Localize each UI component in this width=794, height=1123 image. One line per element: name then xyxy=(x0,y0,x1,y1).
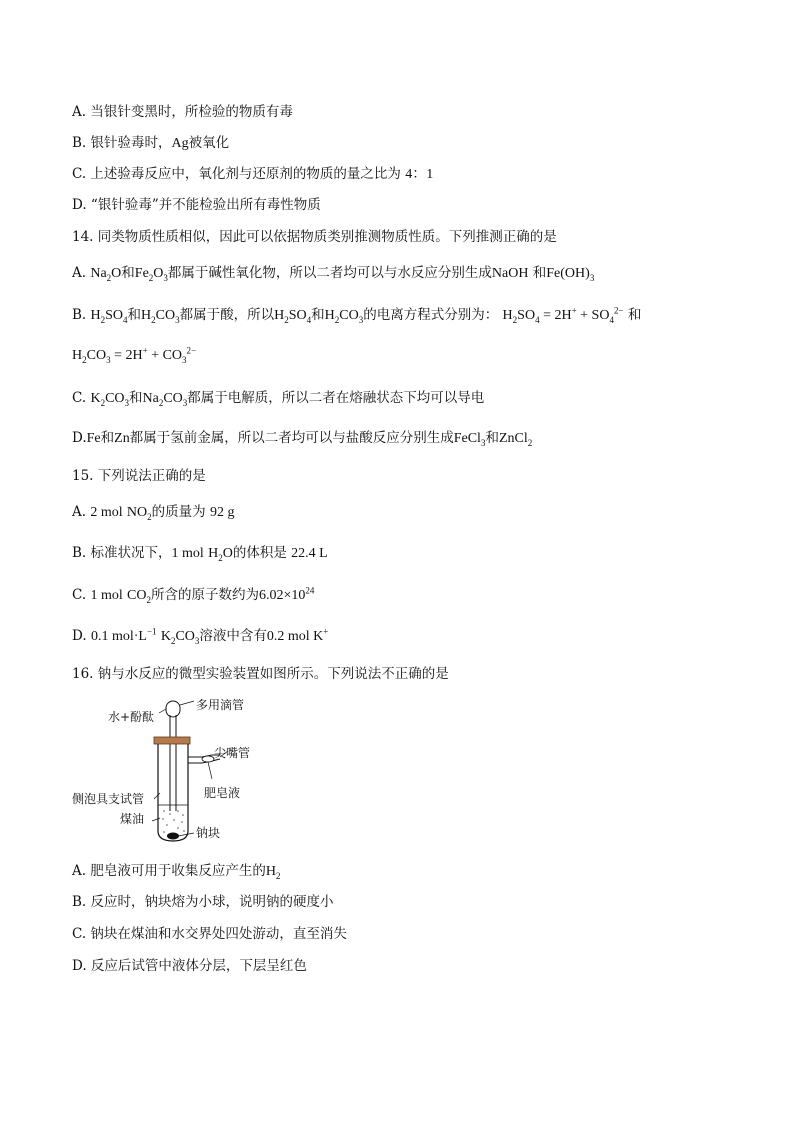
q14-option-b-equation2: $H_2CO_3 = 2H^+ + CO_3^{2-}$ xyxy=(72,345,197,365)
q15-option-b: B. 标准状况下，1 mol $H_2O$的体积是 22.4 L xyxy=(72,545,328,563)
q14-stem: 14. 同类物质性质相似，因此可以依据物质类别推测物质性质。下列推测正确的是 xyxy=(72,229,557,245)
dropper-bulb xyxy=(166,701,180,717)
sodium-water-apparatus-figure xyxy=(72,693,284,848)
label-water-phenolphthalein: 水+酚酞 xyxy=(108,710,155,724)
stopper xyxy=(154,737,190,744)
q14-option-c: C. $K_2CO_3$和$Na_2CO_3$都属于电解质，所以二者在熔融状态下均可以导电 xyxy=(72,390,485,408)
q14-option-d: D.Fe和Zn都属于氢前金属，所以二者均可以与盐酸反应分别生成FeCl$_3$和ZnCl$_2$ xyxy=(72,430,533,448)
q13-option-c: C. 上述验毒反应中，氧化剂与还原剂的物质的量之比为 4：1 xyxy=(72,166,434,182)
label-sodium-block: 钠块 xyxy=(196,826,221,840)
q16-option-d: D. 反应后试管中液体分层，下层呈红色 xyxy=(72,958,307,974)
q15-stem: 15. 下列说法正确的是 xyxy=(72,468,206,484)
side-arm-test-tube xyxy=(158,744,188,841)
sodium-block xyxy=(167,833,179,840)
q14-option-a: A. $Na_2O$和$Fe_2O_3$都属于碱性氧化物，所以二者均可以与水反应分别生成NaOH 和$Fe(OH)_3$ xyxy=(72,265,595,283)
label-side-arm-tube: 侧泡具支试管 xyxy=(72,792,145,806)
q15-option-a: A. 2 mol $NO_2$的质量为 92 g xyxy=(72,504,235,522)
q15-option-c: C. 1 mol $CO_2$所含的原子数约为$6.02\times 10^{24}$ xyxy=(72,585,315,605)
q13-option-b: B. 银针验毒时，Ag被氧化 xyxy=(72,135,230,151)
q14-option-b: B. $H_2SO_4$和$H_2CO_3$都属于酸，所以$H_2SO_4$和$H_2CO_3$的电离方程式分别为： $H_2SO_4 = 2H^+ + SO_4^{2-}$ 和 xyxy=(72,305,642,325)
q15-option-d: D. 0.1 $mol\cdot L^{-1}$ $K_2CO_3$溶液中含有0.2 mol K+ xyxy=(72,626,329,646)
q16-option-c: C. 钠块在煤油和水交界处四处游动，直至消失 xyxy=(72,926,347,942)
label-kerosene: 煤油 xyxy=(120,812,145,826)
label-nozzle: 尖嘴管 xyxy=(214,746,251,760)
label-soap-solution: 肥皂液 xyxy=(204,786,241,800)
label-dropper: 多用滴管 xyxy=(196,698,245,712)
q13-option-a: A. 当银针变黑时，所检验的物质有毒 xyxy=(72,104,293,120)
q16-stem: 16. 钠与水反应的微型实验装置如图所示。下列说法不正确的是 xyxy=(72,666,449,682)
q13-option-d: D. “银针验毒”并不能检验出所有毒性物质 xyxy=(72,197,321,213)
soap-solution-bubble xyxy=(202,756,214,762)
q16-option-a: A. 肥皂液可用于收集反应产生的$H_2$ xyxy=(72,863,281,881)
q16-option-b: B. 反应时，钠块熔为小球，说明钠的硬度小 xyxy=(72,894,334,910)
